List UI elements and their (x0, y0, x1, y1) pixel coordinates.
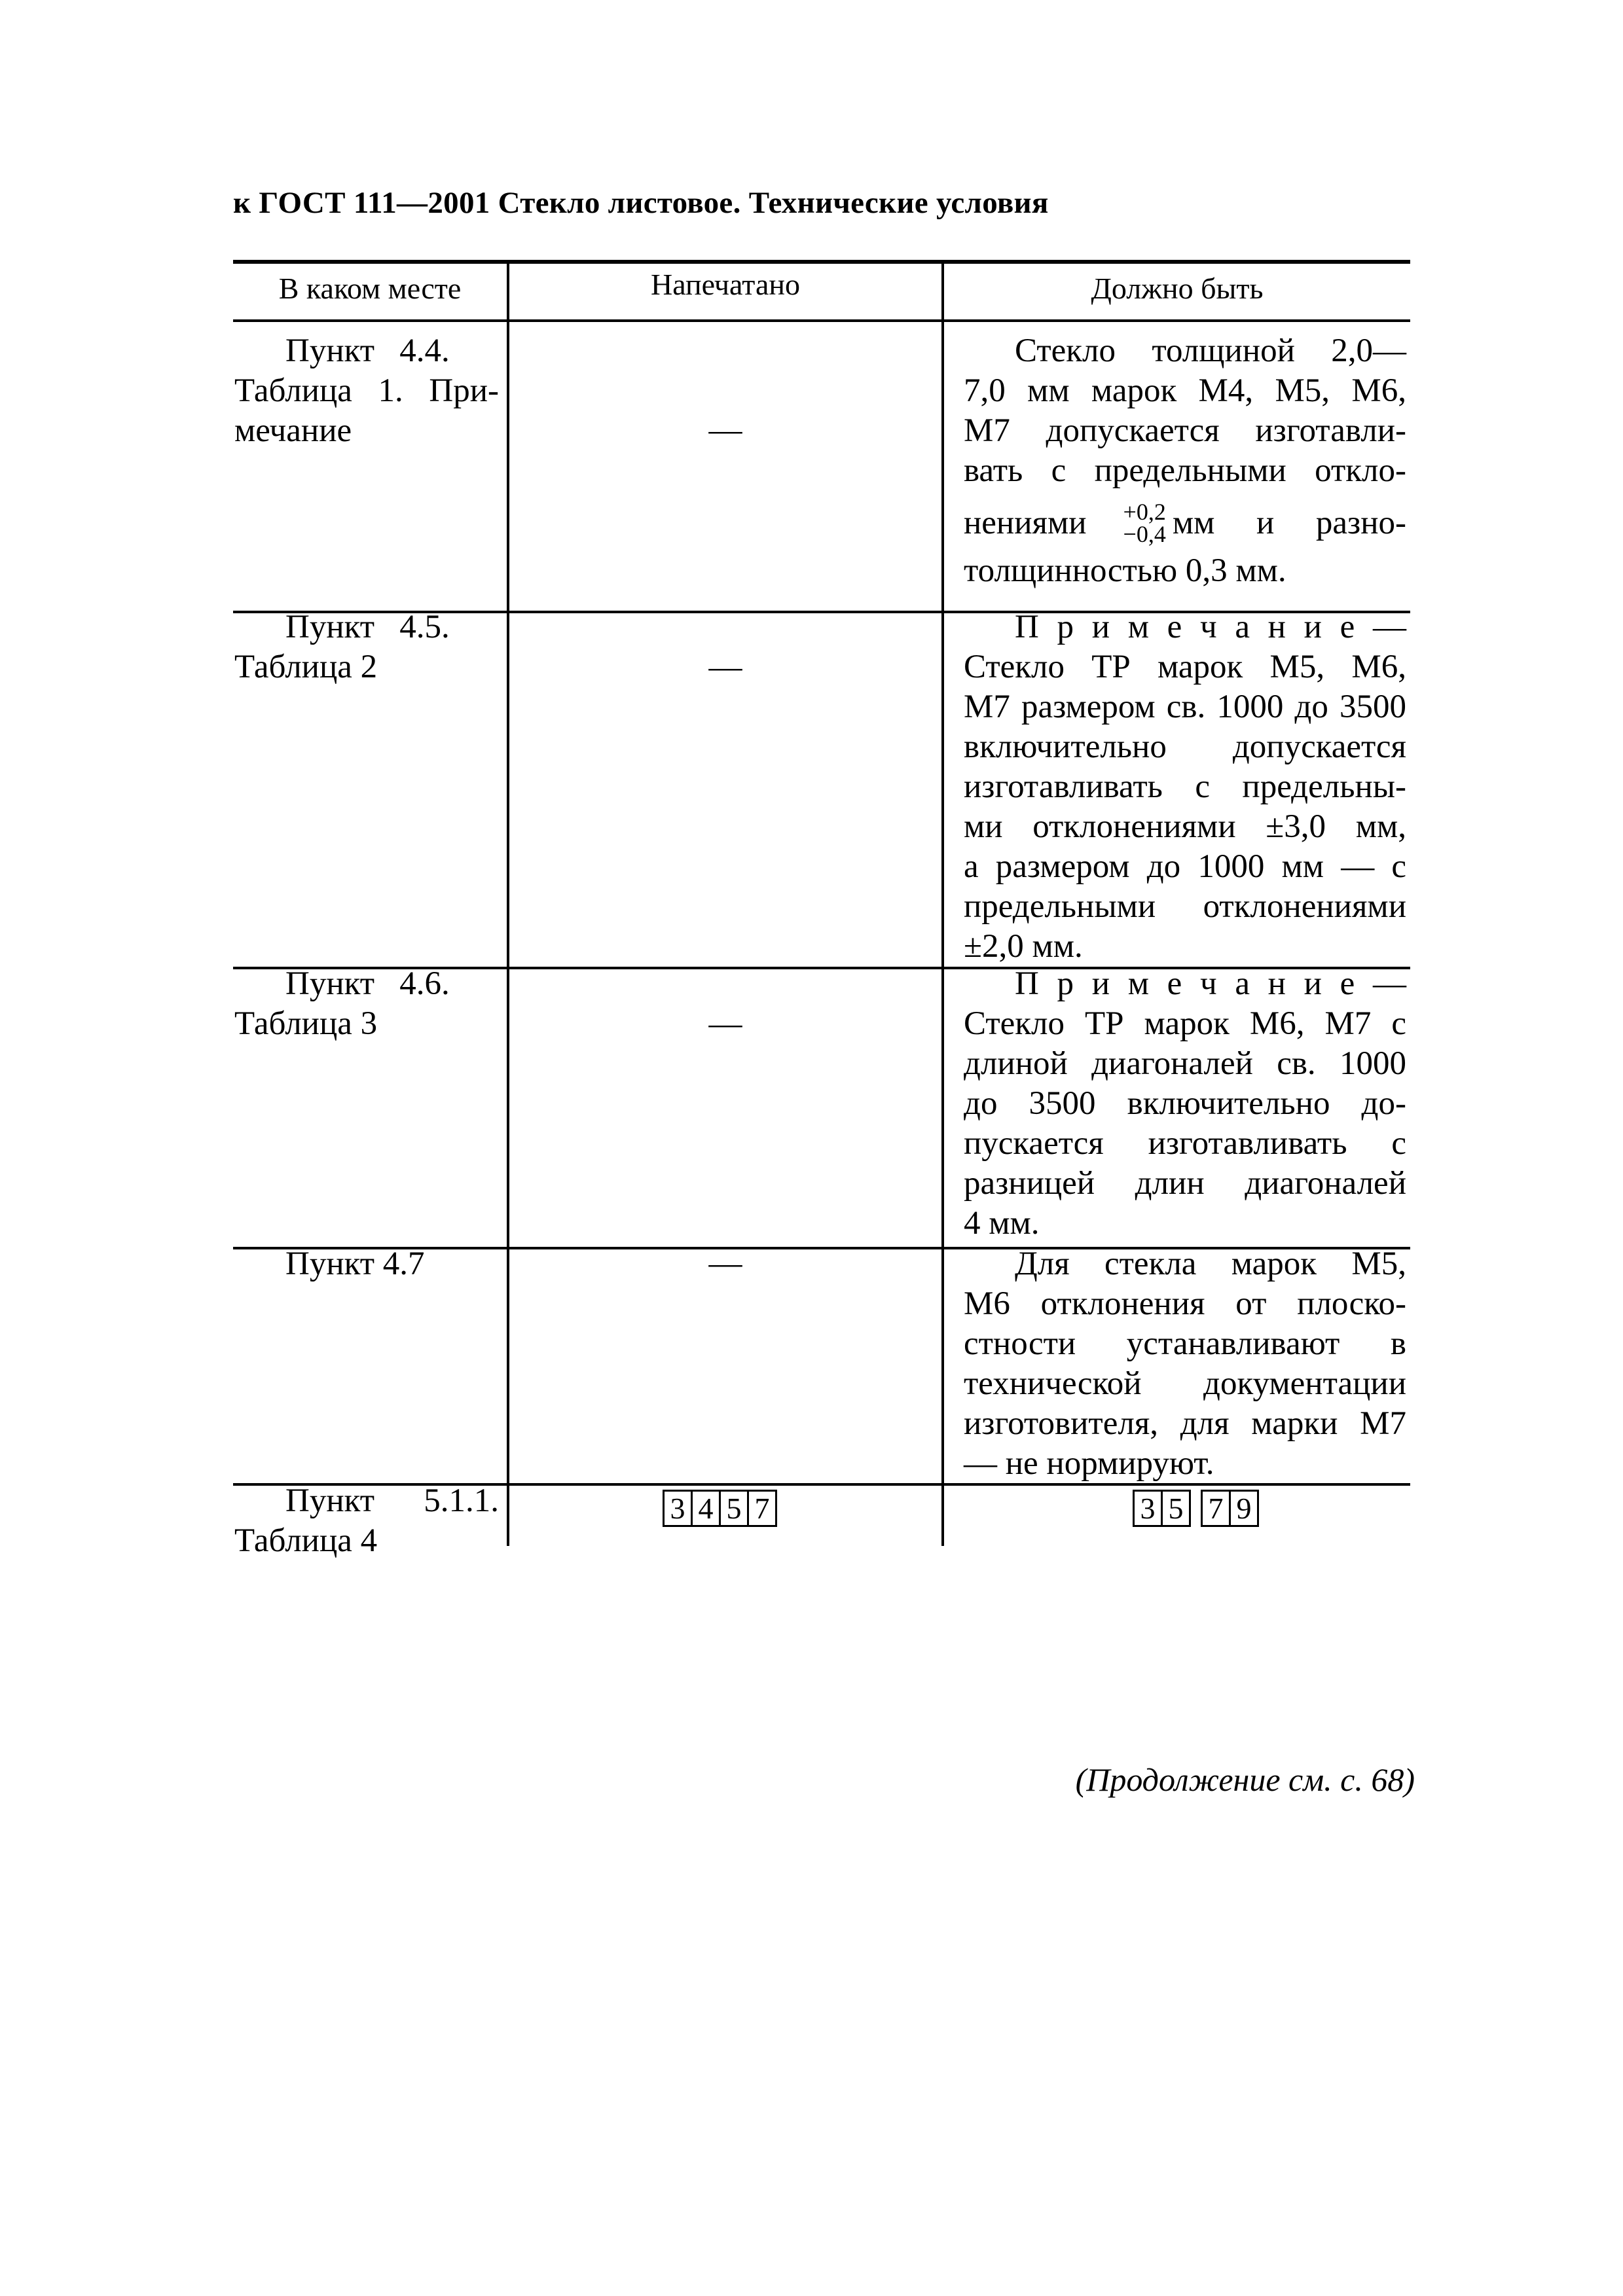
word: — (1341, 848, 1375, 885)
word: М6 (964, 1285, 1010, 1322)
word: с (1051, 452, 1067, 489)
digit-box: 7 (1201, 1490, 1231, 1527)
word: е (1167, 965, 1182, 1002)
text-line (964, 451, 1406, 491)
header-bottom-rule (233, 319, 1410, 322)
place-line: Таблица 4 (234, 1522, 378, 1559)
header-place: В каком месте (278, 272, 462, 305)
word: ми (964, 808, 1003, 845)
word: от (1235, 1285, 1267, 1322)
row-1-place (234, 331, 499, 451)
word: предельными (964, 888, 1156, 925)
deviation-line (964, 491, 1406, 555)
text-line (964, 807, 1406, 847)
word: св. (1277, 1045, 1316, 1082)
text-line (964, 1364, 1406, 1404)
text-line (964, 767, 1406, 807)
deviation-upper: +0,2 (1123, 499, 1166, 525)
word: до (1146, 848, 1181, 885)
text-line (964, 1244, 1406, 1284)
word: пускается (964, 1125, 1104, 1162)
place-line: Пункт 4.7 (285, 1246, 425, 1282)
word: предельны- (1242, 768, 1406, 805)
deviation-lower: −0,4 (1123, 521, 1166, 547)
text-line (964, 727, 1406, 767)
word: р (1057, 609, 1074, 645)
word: мм (1281, 848, 1324, 885)
word: 7,0 (964, 372, 1006, 409)
word: длин (1135, 1165, 1205, 1202)
word: с (1391, 1005, 1406, 1042)
word: марок (1157, 649, 1243, 685)
word: е (1167, 609, 1182, 645)
word: М4, (1198, 372, 1254, 409)
column-divider-2 (941, 260, 944, 1546)
word: М6, (1249, 1005, 1305, 1042)
word: и (1091, 609, 1110, 645)
word: марок (1091, 372, 1177, 409)
word: М6, (1351, 372, 1406, 409)
word: а (964, 848, 979, 885)
word: размером (1021, 689, 1156, 725)
word: изготавливать (964, 768, 1163, 805)
row-3-printed: — (708, 1005, 742, 1042)
row-5-place (234, 1481, 499, 1561)
word: При- (429, 372, 499, 409)
word: устанавливают (1126, 1325, 1340, 1362)
place-line: Пункт 4.4. (285, 332, 450, 369)
word: для (1180, 1405, 1230, 1442)
word: диагоналей (1245, 1165, 1406, 1202)
place-line: Пункт 4.6. (285, 965, 450, 1002)
digit-box: 3 (1133, 1490, 1163, 1527)
digit-box: 7 (747, 1490, 777, 1527)
word: ТР (1091, 649, 1131, 685)
word: разно- (1315, 504, 1406, 541)
word: с (1195, 768, 1210, 805)
word: до (964, 1085, 998, 1122)
word: Стекло (1015, 332, 1116, 369)
deviation-prefix: нениями (964, 504, 1087, 541)
word: разницей (964, 1165, 1095, 1202)
text-line (964, 687, 1406, 727)
word: вать (964, 452, 1023, 489)
row-5-printed-digits (665, 1490, 777, 1524)
row-5-should-be-digits (1135, 1490, 1259, 1524)
word: длиной (964, 1045, 1068, 1082)
word: допускается (1232, 728, 1406, 765)
text-line (964, 607, 1406, 647)
word: мм (1027, 372, 1070, 409)
word: Для (1015, 1246, 1070, 1282)
row-4-place (234, 1244, 499, 1284)
word: М5, (1269, 649, 1325, 685)
word: с (1391, 848, 1406, 885)
digit-box: 9 (1229, 1490, 1259, 1527)
word: св. (1166, 689, 1206, 725)
text-line (964, 1004, 1406, 1044)
word: 3500 (1339, 689, 1406, 725)
word: р (1057, 965, 1074, 1002)
row-4-printed: — (708, 1245, 742, 1282)
word: ч (1200, 965, 1217, 1002)
word: 5.1.1. (424, 1482, 499, 1519)
text-line (964, 1044, 1406, 1084)
word: 1. (378, 372, 403, 409)
word: Стекло (964, 1005, 1065, 1042)
text-line (964, 1164, 1406, 1204)
text-line (964, 1324, 1406, 1364)
word: — (1372, 965, 1406, 1002)
word: м (1127, 965, 1149, 1002)
word: 2,0— (1331, 332, 1406, 369)
column-divider-1 (507, 260, 509, 1546)
digit-box: 3 (663, 1490, 693, 1527)
word: н (1267, 965, 1286, 1002)
word: толщиной (1152, 332, 1295, 369)
word: и (1304, 609, 1322, 645)
word: 3500 (1029, 1085, 1096, 1122)
word: диагоналей (1091, 1045, 1253, 1082)
word: Таблица (234, 372, 352, 409)
text-line (964, 331, 1406, 371)
word: мм, (1355, 808, 1406, 845)
place-line: Таблица 2 (234, 649, 378, 685)
word: е (1340, 609, 1355, 645)
word: до (1294, 689, 1328, 725)
word: 1000 (1216, 689, 1284, 725)
text-line (964, 1084, 1406, 1124)
text-line: 4 мм. (964, 1205, 1040, 1242)
word: м (1127, 609, 1149, 645)
word: размером (995, 848, 1130, 885)
word: с (1391, 1125, 1406, 1162)
place-line (234, 1481, 499, 1521)
row-2-printed: — (708, 649, 742, 685)
word: М6, (1351, 649, 1406, 685)
word: до- (1361, 1085, 1406, 1122)
digit-box: 4 (691, 1490, 721, 1527)
word: М5, (1275, 372, 1330, 409)
text-line (964, 1124, 1406, 1164)
word: изготавли- (1255, 412, 1406, 449)
text-line (964, 411, 1406, 451)
row-3-should-be (964, 964, 1406, 1244)
word: Стекло (964, 649, 1065, 685)
row-1-printed: — (708, 412, 742, 448)
word: и (1091, 965, 1110, 1002)
text-line (964, 964, 1406, 1004)
word: е (1340, 965, 1355, 1002)
text-line (964, 1284, 1406, 1324)
word: плоско- (1297, 1285, 1406, 1322)
word: в (1390, 1325, 1406, 1362)
text-line (964, 847, 1406, 887)
word: мм (1172, 504, 1215, 541)
word: 1000 (1197, 848, 1265, 885)
place-line: Таблица 3 (234, 1005, 378, 1042)
word: — (1372, 609, 1406, 645)
word: изготовителя, (964, 1405, 1158, 1442)
word: включительно (964, 728, 1167, 765)
word: П (1015, 965, 1039, 1002)
deviation-limits (1123, 501, 1166, 545)
text-line (964, 887, 1406, 927)
word: Пункт (285, 1482, 375, 1519)
word: ч (1200, 609, 1217, 645)
word: 1000 (1339, 1045, 1406, 1082)
word: стности (964, 1325, 1076, 1362)
word: изготавливать (1148, 1125, 1347, 1162)
row-2-place (234, 607, 499, 687)
word: ±3,0 (1266, 808, 1326, 845)
text-line (964, 371, 1406, 411)
place-line: Пункт 4.5. (285, 609, 450, 645)
word: ТР (1085, 1005, 1124, 1042)
continuation-note: (Продолжение см. с. 68) (1075, 1761, 1415, 1798)
word: допускается (1046, 412, 1220, 449)
word: марки (1251, 1405, 1338, 1442)
place-line (234, 371, 499, 411)
word: марок (1144, 1005, 1230, 1042)
text-line: толщинностью 0,3 мм. (964, 552, 1286, 589)
word: и (1256, 504, 1275, 541)
word: П (1015, 609, 1039, 645)
word: технической (964, 1365, 1142, 1402)
table-top-rule (233, 260, 1410, 264)
word: и (1304, 965, 1322, 1002)
word: включительно (1127, 1085, 1330, 1122)
row-2-should-be (964, 607, 1406, 967)
word: документации (1203, 1365, 1406, 1402)
word: откло- (1315, 452, 1406, 489)
deviation-suffix (1173, 503, 1406, 543)
text-line (964, 647, 1406, 687)
word: марок (1231, 1246, 1317, 1282)
word: М5, (1351, 1246, 1406, 1282)
word: М7 (1360, 1405, 1406, 1442)
word: а (1235, 609, 1250, 645)
row-4-should-be (964, 1244, 1406, 1484)
word: отклонения (1040, 1285, 1205, 1322)
header-printed: Напечатано (651, 268, 800, 301)
digit-box: 5 (1161, 1490, 1191, 1527)
word: М7 (964, 412, 1010, 449)
word: М7 (964, 689, 1010, 725)
text-line: ±2,0 мм. (964, 928, 1083, 965)
word: стекла (1104, 1246, 1197, 1282)
place-line: мечание (234, 412, 352, 449)
word: М7 (1324, 1005, 1372, 1042)
word: предельными (1094, 452, 1286, 489)
word: отклонениями (1032, 808, 1236, 845)
text-line: — не нормируют. (964, 1445, 1214, 1482)
word: отклонениями (1203, 888, 1406, 925)
word: н (1267, 609, 1286, 645)
text-line (964, 1404, 1406, 1444)
digit-box: 5 (719, 1490, 749, 1527)
word: а (1235, 965, 1250, 1002)
row-1-should-be (964, 331, 1406, 591)
page-title: к ГОСТ 111—2001 Стекло листовое. Технические условия (233, 186, 1049, 220)
header-should-be: Должно быть (1091, 272, 1264, 305)
row-3-place (234, 964, 499, 1044)
